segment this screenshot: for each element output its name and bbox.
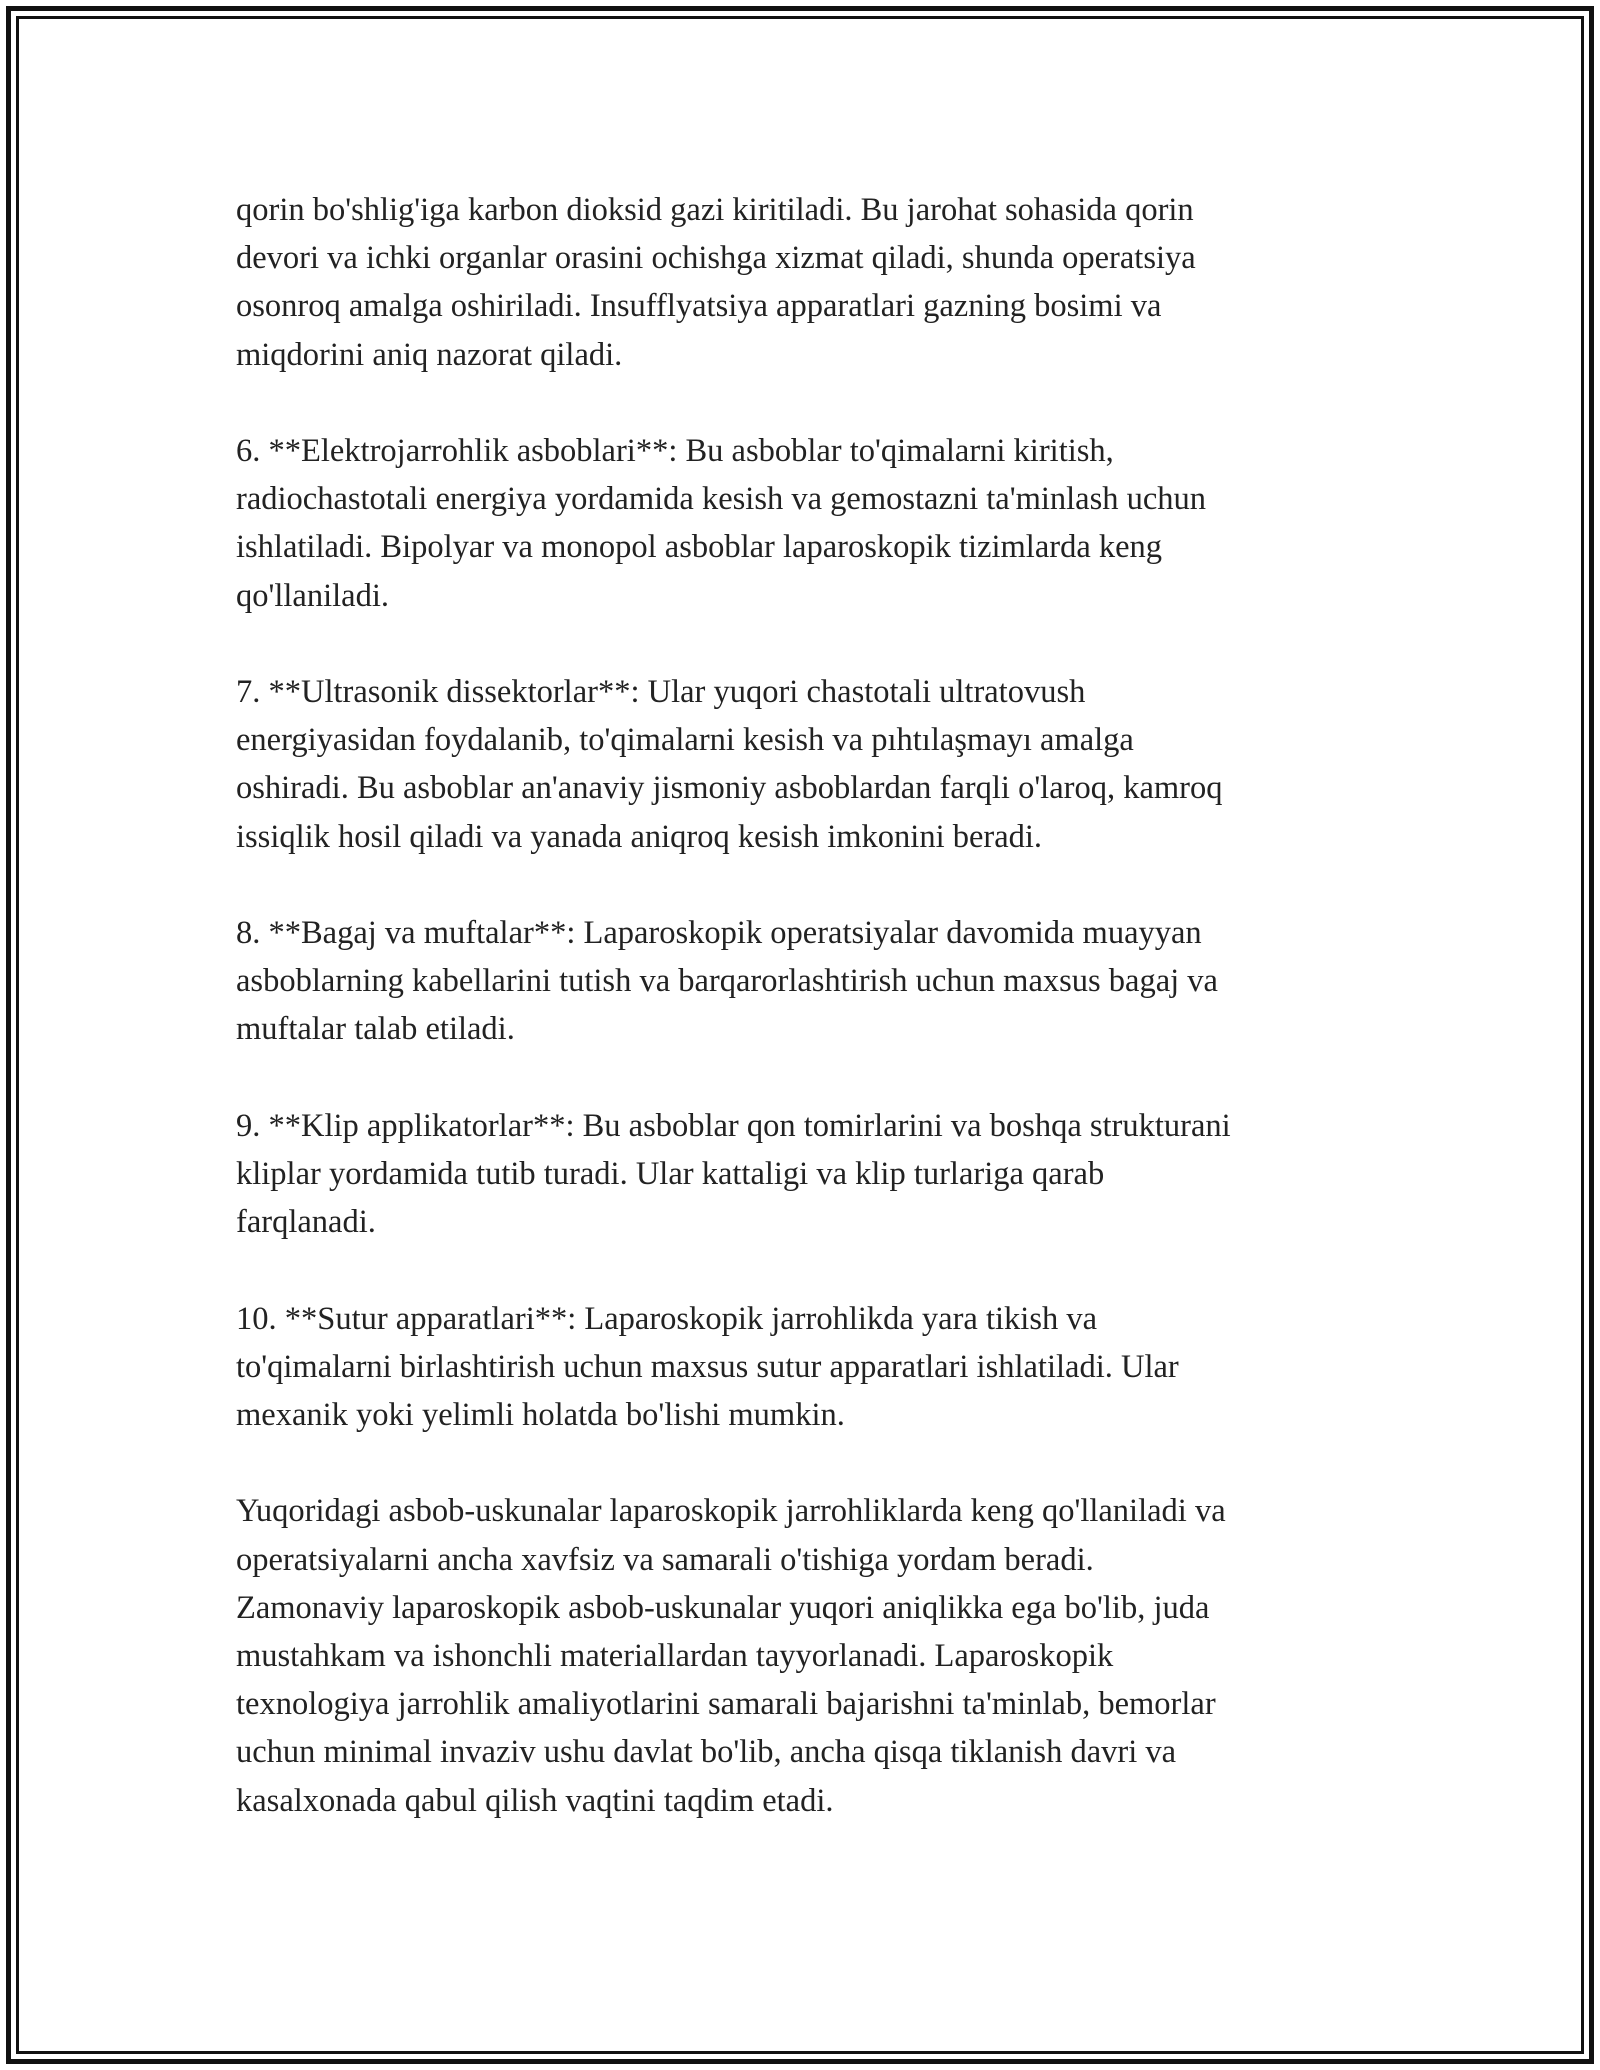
paragraph-conclusion: Yuqoridagi asbob-uskunalar laparoskopik jarrohliklarda keng qo'llaniladi va operatsiyalarni ancha xavfsiz va samarali o'tishiga yordam beradi. Zamonaviy laparoskopik asbob-uskunalar yuqori aniqlikka ega bo'lib, juda mustahkam va ishonchli materiallardan tayyorlanadi. Laparoskopik texnologiya jarrohlik amaliyotlarini samarali bajarishni ta'minlab, bemorlar uchun minimal invaziv ushu davlat bo'lib, ancha qisqa tiklanish davri va kasalxonada qabul qilish vaqtini taqdim etadi.: [236, 1493, 1226, 1819]
paragraph-insufflation-continued: qorin bo'shlig'iga karbon dioksid gazi kiritiladi. Bu jarohat sohasida qorin devori va ichki organlar orasini ochishga xizmat qiladi, shunda operatsiya osonroq amalga oshiriladi. Insufflyatsiya apparatlari gazning bosimi va miqdorini aniq nazorat qiladi.: [236, 192, 1196, 373]
paragraph-item-9-clip-applicators: 9. **Klip applikatorlar**: Bu asboblar qon tomirlarini va boshqa strukturani kliplar yordamida tutib turadi. Ular kattaligi va klip turlariga qarab farqlanadi.: [236, 1107, 1231, 1241]
paragraph-item-10-suture-devices: 10. **Sutur apparatlari**: Laparoskopik jarrohlikda yara tikish va to'qimalarni birlashtirish uchun maxsus sutur apparatlari ishlatiladi. Ular mexanik yoki yelimli holatda bo'lishi mumkin.: [236, 1300, 1179, 1433]
paragraph-item-8-cable-holders: 8. **Bagaj va muftalar**: Laparoskopik operatsiyalar davomida muayyan asboblarning kabellarini tutish va barqarorlashtirish uchun maxsus bagaj va muftalar talab etiladi.: [236, 915, 1218, 1048]
paragraph-item-6-electrosurgical-instruments: 6. **Elektrojarrohlik asboblari**: Bu asboblar to'qimalarni kiritish, radiochastotali energiya yordamida kesish va gemostazni ta'minlash uchun ishlatiladi. Bipolyar va monopol asboblar laparoskopik tizimlarda keng qo'llaniladi.: [236, 433, 1207, 614]
document-body: [236, 186, 1386, 1825]
paragraph-item-7-ultrasonic-dissectors: 7. **Ultrasonik dissektorlar**: Ular yuqori chastotali ultratovush energiyasidan foydalanib, to'qimalarni kesish va pıhtılaşmayı amalga oshiradi. Bu asboblar an'anaviy jismoniy asboblardan farqli o'laroq, kamroq issiqlik hosil qiladi va yanada aniqroq kesish imkonini beradi.: [236, 674, 1223, 855]
